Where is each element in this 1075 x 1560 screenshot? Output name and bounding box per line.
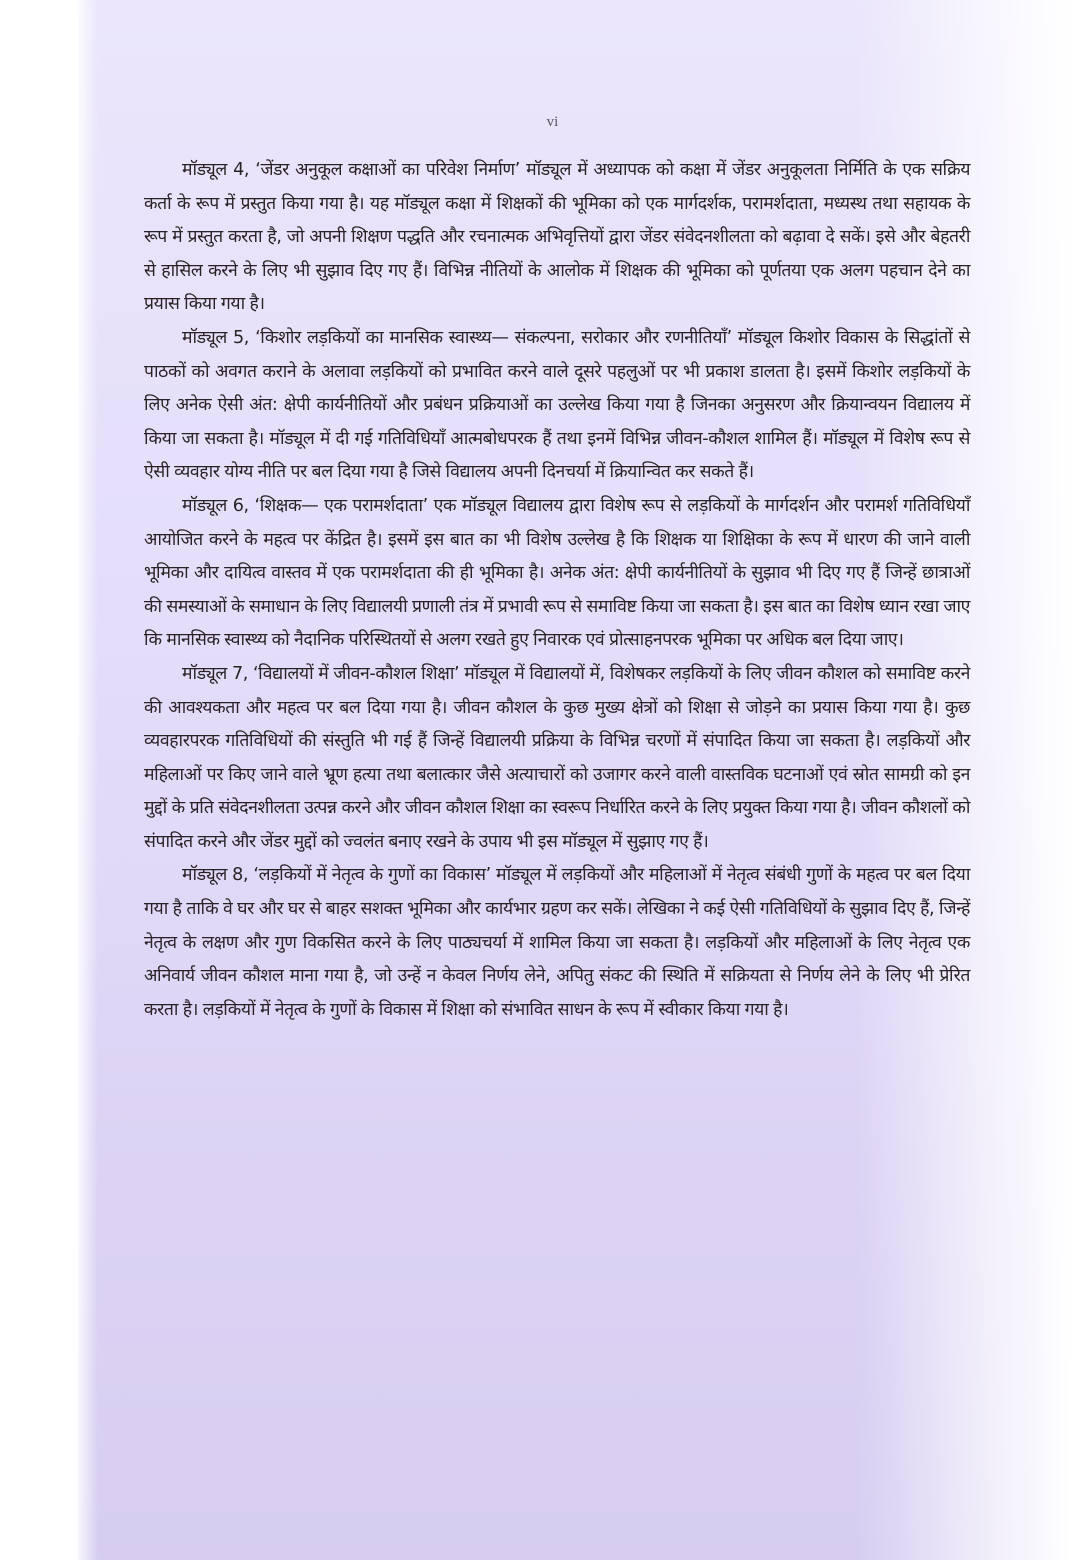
paragraph-module-4: मॉड्यूल 4, ‘जेंडर अनुकूल कक्षाओं का परिवेश निर्माण’ मॉड्यूल में अध्यापक को कक्षा में जेंडर अनुकूलता निर्मिति के एक सक्रिय कर्ता के रूप में प्रस्तुत किया गया है। यह मॉड्यूल कक्षा में शिक्षकों की भूमिका को एक मार्गदर्शक, परामर्शदाता, मध्यस्थ तथा सहायक के रूप में प्रस्तुत करता है, जो अपनी शिक्षण पद्धति और रचनात्मक अभिवृत्तियों द्वारा जेंडर संवेदनशीलता को बढ़ावा दे सकें। इसे और बेहतरी से हासिल करने के लिए भी सुझाव दिए गए हैं। विभिन्न नीतियों के आलोक में शिक्षक की भूमिका को पूर्णतया एक अलग पहचान देने का प्रयास किया गया है। [144,160,970,315]
page-number: vi [546,114,559,130]
paragraph-module-7: मॉड्यूल 7, ‘विद्यालयों में जीवन-कौशल शिक्षा’ मॉड्यूल में विद्यालयों में, विशेषकर लड़कियों के लिए जीवन कौशल को समाविष्ट करने की आवश्यकता और महत्व पर बल दिया गया है। जीवन कौशल के कुछ मुख्य क्षेत्रों को शिक्षा से जोड़ने का प्रयास किया गया है। कुछ व्यवहारपरक गतिविधियों की संस्तुति भी गई हैं जिन्हें विद्यालयी प्रक्रिया के विभिन्न चरणों में संपादित किया जा सकता है। लड़कियों और महिलाओं पर किए जाने वाले भ्रूण हत्या तथा बलात्कार जैसे अत्याचारों को उजागर करने वाली वास्तविक घटनाओं एवं स्रोत सामग्री को इन मुद्दों के प्रति संवेदनशीलता उत्पन्न करने और जीवन कौशल शिक्षा का स्वरूप निर्धारित करने के लिए प्रयुक्त किया गया है। जीवन कौशलों को संपादित करने और जेंडर मुद्दों को ज्वलंत बनाए रखने के उपाय भी इस मॉड्यूल में सुझाए गए हैं। [144,663,970,852]
document-page [78,0,1075,1560]
paragraph-module-8: मॉड्यूल 8, ‘लड़कियों में नेतृत्व के गुणों का विकास’ मॉड्यूल में लड़कियों और महिलाओं में नेतृत्व संबंधी गुणों के महत्व पर बल दिया गया है ताकि वे घर और घर से बाहर सशक्त भूमिका और कार्यभार ग्रहण कर सकें। लेखिका ने कई ऐसी गतिविधियों के सुझाव दिए हैं, जिन्हें नेतृत्व के लक्षण और गुण विकसित करने के लिए पाठ्यचर्या में शामिल किया जा सकता है। लड़कियों और महिलाओं के लिए नेतृत्व एक अनिवार्य जीवन कौशल माना गया है, जो उन्हें न केवल निर्णय लेने, अपितु संकट की स्थिति में सक्रियता से निर्णय लेने के लिए भी प्रेरित करता है। लड़कियों में नेतृत्व के गुणों के विकास में शिक्षा को संभावित साधन के रूप में स्वीकार किया गया है। [144,865,970,1020]
paragraph-module-6: मॉड्यूल 6, ‘शिक्षक— एक परामर्शदाता’ एक मॉड्यूल विद्यालय द्वारा विशेष रूप से लड़कियों के मार्गदर्शन और परामर्श गतिविधियाँ आयोजित करने के महत्व पर केंद्रित है। इसमें इस बात का भी विशेष उल्लेख है कि शिक्षक या शिक्षिका के रूप में धारण की जाने वाली भूमिका और दायित्व वास्तव में एक परामर्शदाता की ही भूमिका है। अनेक अंत: क्षेपी कार्यनीतियों के सुझाव भी दिए गए हैं जिन्हें छात्राओं की समस्याओं के समाधान के लिए विद्यालयी प्रणाली तंत्र में प्रभावी रूप से समाविष्ट किया जा सकता है। इस बात का विशेष ध्यान रखा जाए कि मानसिक स्वास्थ्य को नैदानिक परिस्थितयों से अलग रखते हुए निवारक एवं प्रोत्साहनपरक भूमिका पर अधिक बल दिया जाए। [144,495,970,651]
paragraph-module-5: मॉड्यूल 5, ‘किशोर लड़कियों का मानसिक स्वास्थ्य— संकल्पना, सरोकार और रणनीतियाँ’ मॉड्यूल किशोर विकास के सिद्धांतों से पाठकों को अवगत कराने के अलावा लड़कियों को प्रभावित करने वाले दूसरे पहलुओं पर भी प्रकाश डालता है। इसमें किशोर लड़कियों के लिए अनेक ऐसी अंत: क्षेपी कार्यनीतियों और प्रबंधन प्रक्रियाओं का उल्लेख किया गया है जिनका अनुसरण और क्रियान्वयन विद्यालय में किया जा सकता है। मॉड्यूल में दी गई गतिविधियाँ आत्मबोधपरक हैं तथा इनमें विभिन्न जीवन-कौशल शामिल हैं। मॉड्यूल में विशेष रूप से ऐसी व्यवहार योग्य नीति पर बल दिया गया है जिसे विद्यालय अपनी दिनचर्या में क्रियान्वित कर सकते हैं। [144,327,970,483]
page-body [144,154,970,1027]
